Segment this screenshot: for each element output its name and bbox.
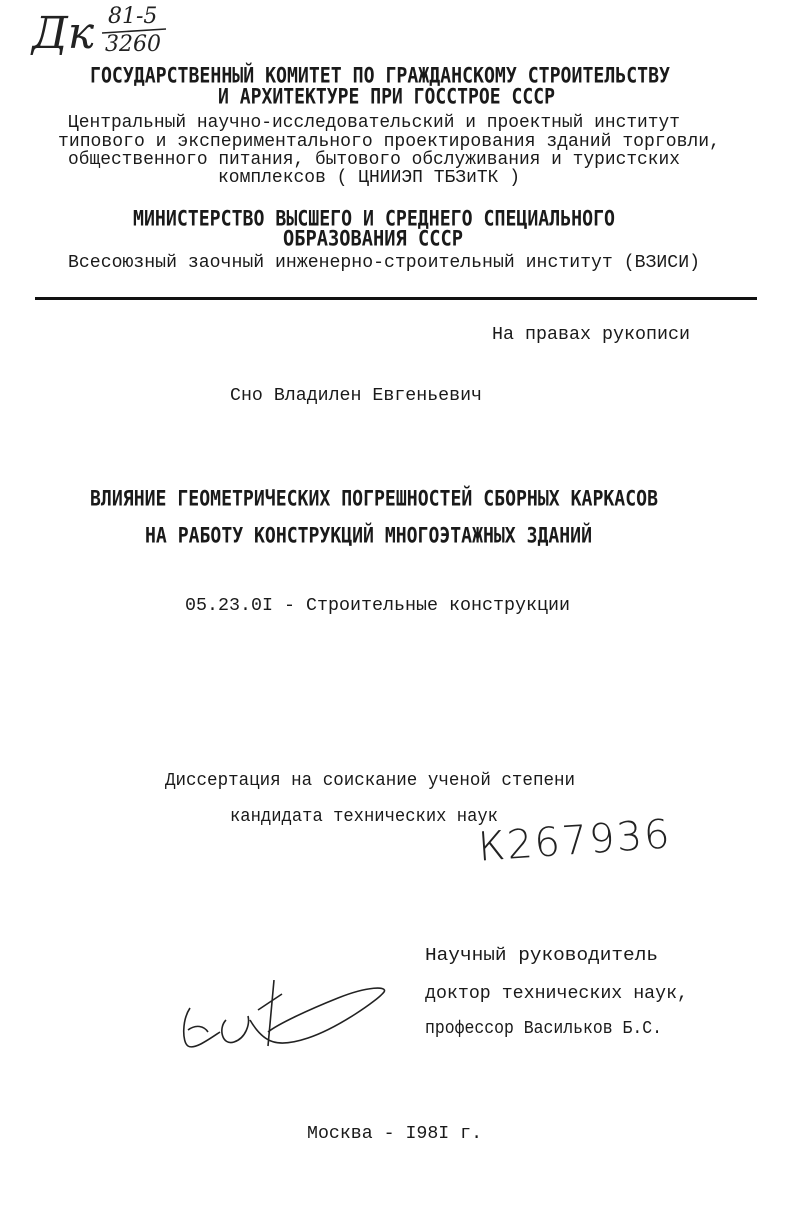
supervisor-line-1: Научный руководитель — [425, 946, 658, 966]
header-divider — [35, 297, 757, 300]
manuscript-note: На правах рукописи — [492, 325, 690, 345]
university-line: Всесоюзный заочный инженерно-строительный институт (ВЗИСИ) — [68, 253, 700, 273]
institute-line-3: общественного питания, бытового обслуживания и туристских — [68, 150, 680, 170]
title-line-2: НА РАБОТУ КОНСТРУКЦИЙ МНОГОЭТАЖНЫХ ЗДАНИЙ — [145, 523, 592, 549]
degree-line-2: кандидата технических наук — [230, 807, 498, 827]
committee-line-1: ГОСУДАРСТВЕННЫЙ КОМИТЕТ ПО ГРАЖДАНСКОМУ СТРОИТЕЛЬСТВУ — [90, 63, 670, 89]
handwritten-inventory-number: К267936 — [476, 811, 674, 871]
degree-line-1: Диссертация на соискание ученой степени — [165, 771, 575, 791]
title-line-1: ВЛИЯНИЕ ГЕОМЕТРИЧЕСКИХ ПОГРЕШНОСТЕЙ СБОРНЫХ КАРКАСОВ — [90, 486, 658, 512]
city-year: Москва - I98I г. — [307, 1124, 482, 1144]
ministry-line-2: ОБРАЗОВАНИЯ СССР — [283, 226, 463, 252]
author-name: Сно Владилен Евгеньевич — [230, 386, 482, 406]
supervisor-line-2: доктор технических наук, — [425, 984, 688, 1004]
handwritten-denominator: 3260 — [105, 32, 161, 57]
handwritten-numerator: 81-5 — [108, 4, 158, 29]
supervisor-line-3: профессор Васильков Б.С. — [425, 1019, 662, 1039]
handwritten-prefix: Дк — [32, 8, 95, 59]
ministry-line-1: МИНИСТЕРСТВО ВЫСШЕГО И СРЕДНЕГО СПЕЦИАЛЬНОГО — [133, 206, 615, 232]
institute-line-1: Центральный научно-исследовательский и проектный институт — [68, 113, 680, 133]
institute-line-4: комплексов ( ЦНИИЭП ТБЗиТК ) — [218, 168, 520, 188]
institute-line-2: типового и экспериментального проектирования зданий торговли, — [58, 132, 720, 152]
signature — [178, 980, 393, 1060]
specialty-code: 05.23.0I - Строительные конструкции — [185, 596, 570, 616]
committee-line-2: И АРХИТЕКТУРЕ ПРИ ГОССТРОЕ СССР — [218, 84, 555, 110]
